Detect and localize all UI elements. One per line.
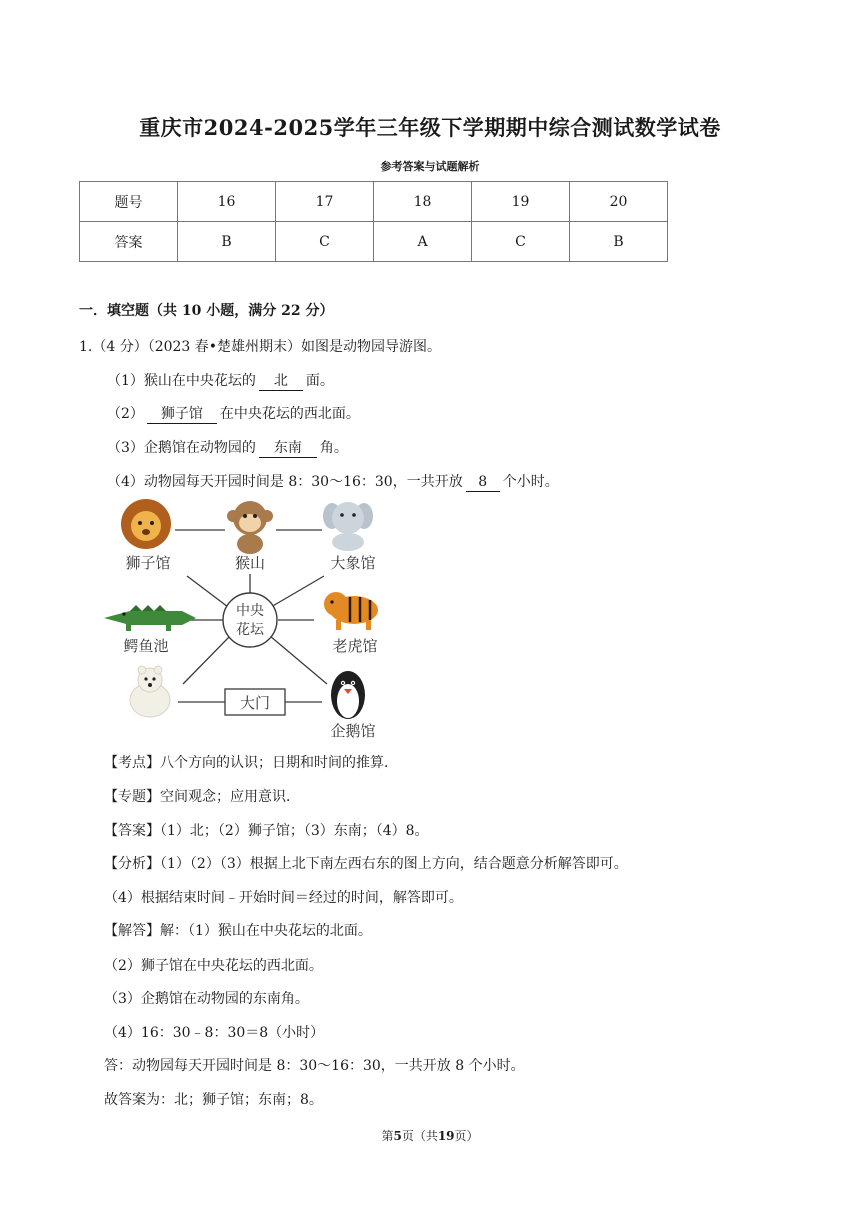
solution-working-1: 【解答】解：（1）猴山在中央花坛的北面。 <box>104 923 372 939</box>
question-part-2 <box>107 403 360 424</box>
row-header-number: 题号 <box>80 182 178 222</box>
table-cell: 18 <box>374 182 472 222</box>
footer-prefix: 第 <box>381 1129 394 1143</box>
page-footer <box>0 1127 860 1144</box>
label-center-2: 花坛 <box>236 622 264 638</box>
elephant-icon <box>323 502 373 551</box>
part-1-suffix: 面。 <box>305 373 334 389</box>
part-2-prefix: （2） <box>107 406 144 422</box>
footer-suffix: 页） <box>454 1129 479 1143</box>
monkey-icon <box>227 501 273 554</box>
crocodile-icon <box>104 605 196 631</box>
part-4-suffix: 个小时。 <box>502 474 559 490</box>
solution-working-5: 答：动物园每天开园时间是 8：30～16：30，一共开放 8 个小时。 <box>104 1058 525 1074</box>
part-3-suffix: 角。 <box>319 440 348 456</box>
part-1-prefix: （1）猴山在中央花坛的 <box>107 373 256 389</box>
solution-kaodian: 【考点】八个方向的认识；日期和时间的推算． <box>104 755 398 771</box>
polar-bear-icon <box>130 666 170 717</box>
label-tiger-hall: 老虎馆 <box>332 637 378 655</box>
table-cell: A <box>374 222 472 262</box>
solution-working-2: （2）狮子馆在中央花坛的西北面。 <box>104 958 323 974</box>
question-part-1 <box>107 370 334 391</box>
part-2-suffix: 在中央花坛的西北面。 <box>219 406 360 422</box>
row-header-answer: 答案 <box>80 222 178 262</box>
footer-middle: 页（共 <box>401 1129 438 1143</box>
table-cell: 19 <box>472 182 570 222</box>
table-cell: B <box>570 222 668 262</box>
table-row <box>80 222 668 262</box>
answer-subtitle: 参考答案与试题解析 <box>380 160 480 173</box>
part-4-prefix: （4）动物园每天开园时间是 8：30～16：30，一共开放 <box>107 474 463 490</box>
label-penguin-hall: 企鹅馆 <box>330 722 376 740</box>
central-flowerbed-circle <box>223 593 277 647</box>
table-cell: 20 <box>570 182 668 222</box>
question-part-4 <box>107 471 559 492</box>
solution-working-3: （3）企鹅馆在动物园的东南角。 <box>104 991 309 1007</box>
label-gate: 大门 <box>239 694 271 712</box>
table-row <box>80 182 668 222</box>
answer-blank-3: 东南 <box>259 440 317 458</box>
solution-zhuanti: 【专题】空间观念；应用意识． <box>104 789 300 805</box>
part-3-prefix: （3）企鹅馆在动物园的 <box>107 440 256 456</box>
lion-icon <box>121 499 171 549</box>
answer-blank-2: 狮子馆 <box>147 406 217 424</box>
answer-blank-4: 8 <box>466 474 500 492</box>
zoo-map <box>100 494 390 744</box>
tiger-icon <box>324 592 378 630</box>
table-cell: C <box>472 222 570 262</box>
question-stem: 1.（4 分）（2023 春•楚雄州期末）如图是动物园导游图。 <box>79 339 442 355</box>
label-monkey-hill: 猴山 <box>234 554 266 572</box>
question-part-3 <box>107 437 348 458</box>
label-crocodile-pool: 鳄鱼池 <box>123 637 169 655</box>
solution-answer: 【答案】（1）北；（2）狮子馆；（3）东南；（4）8。 <box>104 823 429 839</box>
label-elephant-hall: 大象馆 <box>330 554 376 572</box>
solution-analysis-2: （4）根据结束时间﹣开始时间＝经过的时间，解答即可。 <box>104 890 463 906</box>
label-center-1: 中央 <box>236 603 264 619</box>
solution-working-4: （4）16：30﹣8：30＝8（小时） <box>104 1025 325 1041</box>
footer-total-pages: 19 <box>437 1129 455 1143</box>
footer-page-number: 5 <box>393 1129 402 1143</box>
label-lion-hall: 狮子馆 <box>125 554 171 572</box>
table-cell: C <box>276 222 374 262</box>
section-heading: 一．填空题（共 10 小题，满分 22 分） <box>79 303 334 319</box>
solution-final-answer: 故答案为：北；狮子馆；东南；8。 <box>104 1092 323 1108</box>
table-cell: 17 <box>276 182 374 222</box>
penguin-icon <box>331 671 365 719</box>
exam-title: 重庆市2024-2025学年三年级下学期期中综合测试数学试卷 <box>139 115 721 140</box>
answer-table <box>79 181 668 262</box>
solution-analysis-1: 【分析】（1）（2）（3）根据上北下南左西右东的图上方向，结合题意分析解答即可。 <box>104 856 628 872</box>
table-cell: 16 <box>178 182 276 222</box>
answer-blank-1: 北 <box>259 373 303 391</box>
table-cell: B <box>178 222 276 262</box>
